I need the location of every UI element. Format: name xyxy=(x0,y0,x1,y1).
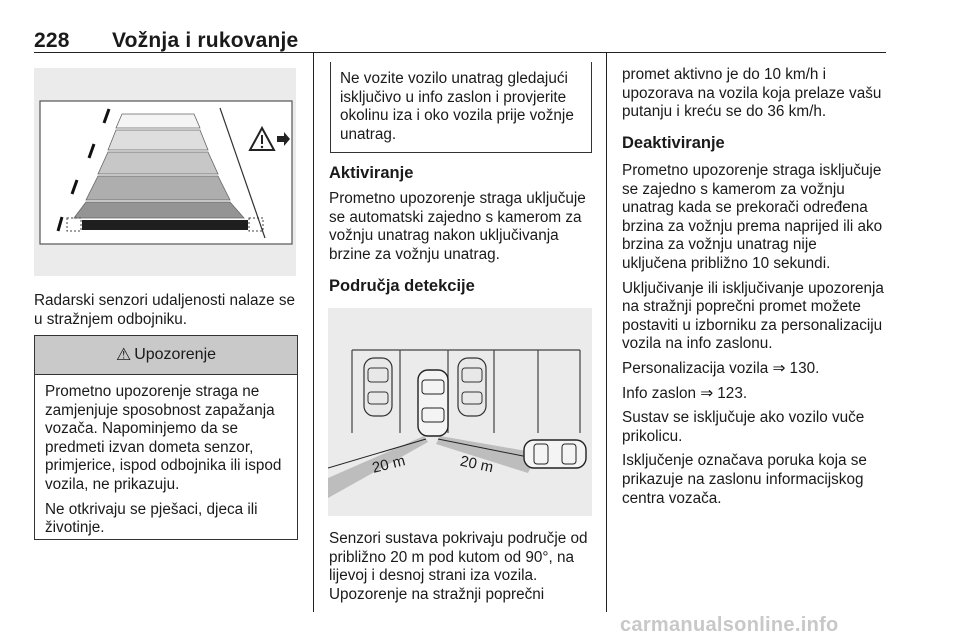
range-label-right: 20 m xyxy=(458,452,495,477)
paragraph: Sustav se isključuje ako vozilo vuče prikolicu. xyxy=(622,409,865,445)
paragraph: Uključivanje ili isključivanje upozorenja na stražnji poprečni promet možete postaviti u izborniku za personalizaciju vozila na info zaslonu. xyxy=(622,279,884,353)
watermark: carmanualsonline.info xyxy=(620,614,839,636)
zones-text: Senzori sustava pokrivaju područje od približno 20 m pod kutom od 90°, na lijevoj i desnoj strani iza vozila. Upozorenje na stražnji poprečni xyxy=(329,530,588,603)
paragraph: Isključenje označava poruka koja se prikazuje na zaslonu informacijskog centra vozača. xyxy=(622,452,867,507)
warning-header xyxy=(35,335,297,375)
section-heading-deactivation: Deaktiviranje xyxy=(622,134,725,152)
detection-zones-figure xyxy=(328,308,592,516)
column-divider-right xyxy=(606,52,607,612)
section-heading-zones: Područja detekcije xyxy=(329,277,475,295)
warning-text-2: Ne otkrivaju se pješaci, djeca ili životinje. xyxy=(45,500,258,537)
chapter-title: Vožnja i rukovanje xyxy=(112,29,299,52)
activation-text: Prometno upozorenje straga uključuje se automatski zajedno s kamerom za vožnju unatrag nakon uključivanja brzine za vožnju unatrag. xyxy=(329,190,586,263)
header-rule xyxy=(34,52,886,53)
range-label-left: 20 m xyxy=(370,452,407,477)
column-divider-left xyxy=(313,52,314,612)
warning-text: Prometno upozorenje straga ne zamjenjuje sposobnost zapažanja vozača. Napominjemo da se predmeti izvan dometa senzor, primjerice, ispod odbojnika ili ispod vozila, ne prikazuju. xyxy=(45,383,282,493)
warning-icon: ⚠ xyxy=(115,345,132,364)
note-text: Ne vozite vozilo unatrag gledajući isključivo u info zaslon i provjerite okolinu iza i oko vozila prije vožnje unatrag. xyxy=(340,70,574,143)
sensor-caption: Radarski senzori udaljenosti nalaze se u stražnjem odbojniku. xyxy=(34,292,296,328)
warning-title: Upozorenje xyxy=(134,346,217,363)
warning-box xyxy=(34,335,298,540)
continued-text: promet aktivno je do 10 km/h i upozorava na vozila koja prelaze vašu putanju i kreću se do 36 km/h. xyxy=(622,66,882,121)
page-header xyxy=(34,29,298,53)
cross-reference: Personalizacija vozila ⇒ 130. xyxy=(622,359,820,377)
note-box xyxy=(330,62,592,153)
section-heading-activation: Aktiviranje xyxy=(329,164,414,182)
camera-display-figure xyxy=(34,68,296,276)
page-number: 228 xyxy=(34,29,70,52)
cross-reference: Info zaslon ⇒ 123. xyxy=(622,384,748,402)
paragraph: Prometno upozorenje straga isključuje se zajedno s kamerom za vožnju unatrag kada se prekorači određena brzina za vožnju prema naprijed ili ako brzina za vožnju unatrag nije uključena približno 10 sekundi. xyxy=(622,162,883,272)
deactivation-text xyxy=(622,162,884,514)
